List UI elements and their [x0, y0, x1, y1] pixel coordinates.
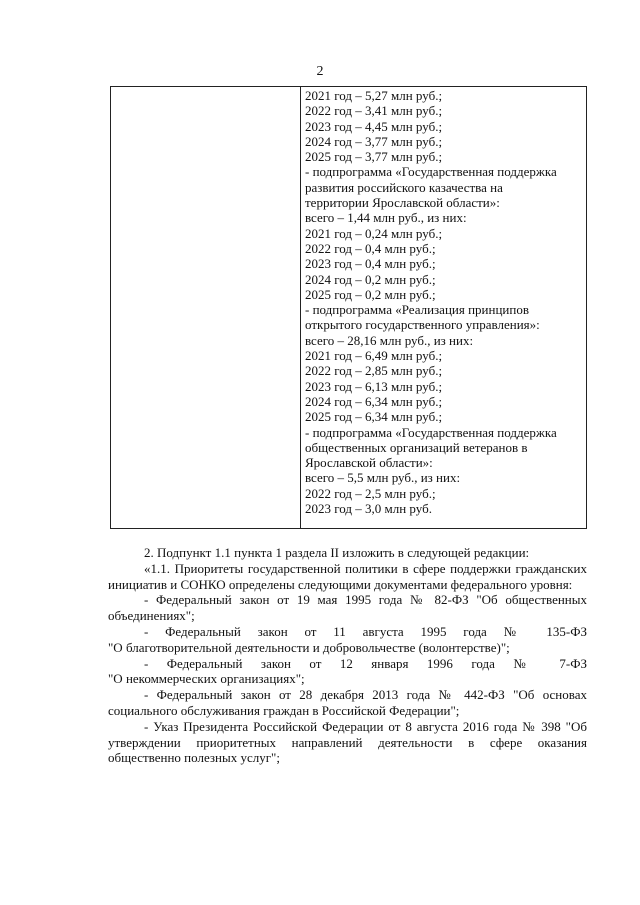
funding-line: 2024 год – 0,2 млн руб.;	[305, 271, 436, 287]
funding-line: 2025 год – 0,2 млн руб.;	[305, 286, 436, 302]
funding-line: общественных организаций ветеранов в	[305, 439, 528, 455]
funding-line: - подпрограмма «Реализация принципов	[305, 302, 529, 318]
funding-line: 2021 год – 6,49 млн руб.;	[305, 348, 443, 364]
funding-line: 2025 год – 3,77 млн руб.;	[305, 149, 443, 165]
funding-line: 2022 год – 2,85 млн руб.;	[305, 363, 443, 379]
funding-line: всего – 1,44 млн руб., из них:	[305, 210, 467, 226]
funding-line: 2024 год – 6,34 млн руб.;	[305, 393, 443, 409]
funding-line: всего – 5,5 млн руб., из них:	[305, 470, 461, 486]
law-82-fz-line2: объединениях";	[108, 608, 195, 624]
funding-line: 2025 год – 6,34 млн руб.;	[305, 409, 443, 425]
funding-line: Ярославской области»:	[305, 455, 433, 471]
funding-line: 2022 год – 2,5 млн руб.;	[305, 485, 436, 501]
funding-line: - подпрограмма «Государственная поддержка	[305, 164, 557, 180]
funding-line: 2023 год – 0,4 млн руб.;	[305, 256, 436, 272]
decree-398-paragraph: - Указ Президента Российской Федерации от 8 августа 2016 года № 398 "Об утверждении приоритетных направлений деятельности в сфере оказания общественно полезных услуг";	[108, 718, 587, 766]
table-left-cell	[111, 87, 301, 528]
funding-line: открытого государственного управления»:	[305, 317, 540, 333]
amendment-instruction-paragraph: 2. Подпункт 1.1 пункта 1 раздела II изложить в следующей редакции:	[144, 545, 530, 560]
funding-line: всего – 28,16 млн руб., из них:	[305, 332, 474, 348]
funding-line: территории Ярославской области»:	[305, 195, 500, 211]
law-135-fz-line1: - Федеральный закон от 11 августа 1995 года № 135-ФЗ	[144, 623, 587, 639]
funding-line: 2022 год – 0,4 млн руб.;	[305, 240, 436, 256]
funding-line: 2023 год – 3,0 млн руб.	[305, 501, 432, 517]
document-body	[108, 545, 587, 766]
law-7-fz-line2: "О некоммерческих организациях";	[108, 671, 305, 687]
law-442-fz-paragraph: - Федеральный закон от 28 декабря 2013 года № 442-ФЗ "Об основах социального обслуживания граждан в Российской Федерации";	[108, 687, 587, 718]
funding-line: 2023 год – 4,45 млн руб.;	[305, 118, 443, 134]
law-82-fz-line1: - Федеральный закон от 19 мая 1995 года № 82-ФЗ "Об общественных	[144, 592, 587, 608]
funding-line: - подпрограмма «Государственная поддержка	[305, 424, 557, 440]
funding-line: развития российского казачества на	[305, 179, 503, 195]
priorities-intro-paragraph: «1.1. Приоритеты государственной политики в сфере поддержки гражданских инициатив и СОНКО определены следующими документами федерального уровня:	[108, 560, 587, 592]
page-number: 2	[316, 64, 324, 79]
law-135-fz-line2: "О благотворительной деятельности и добровольчестве (волонтерстве)";	[108, 639, 510, 655]
law-7-fz-line1: - Федеральный закон от 12 января 1996 года № 7-ФЗ	[144, 655, 587, 671]
funding-line: 2021 год – 5,27 млн руб.;	[305, 88, 443, 103]
program-funding-table	[110, 86, 587, 529]
table-right-cell	[301, 87, 586, 528]
funding-line: 2024 год – 3,77 млн руб.;	[305, 133, 443, 149]
funding-line: 2023 год – 6,13 млн руб.;	[305, 378, 443, 394]
funding-line: 2022 год – 3,41 млн руб.;	[305, 103, 443, 119]
funding-line: 2021 год – 0,24 млн руб.;	[305, 225, 443, 241]
